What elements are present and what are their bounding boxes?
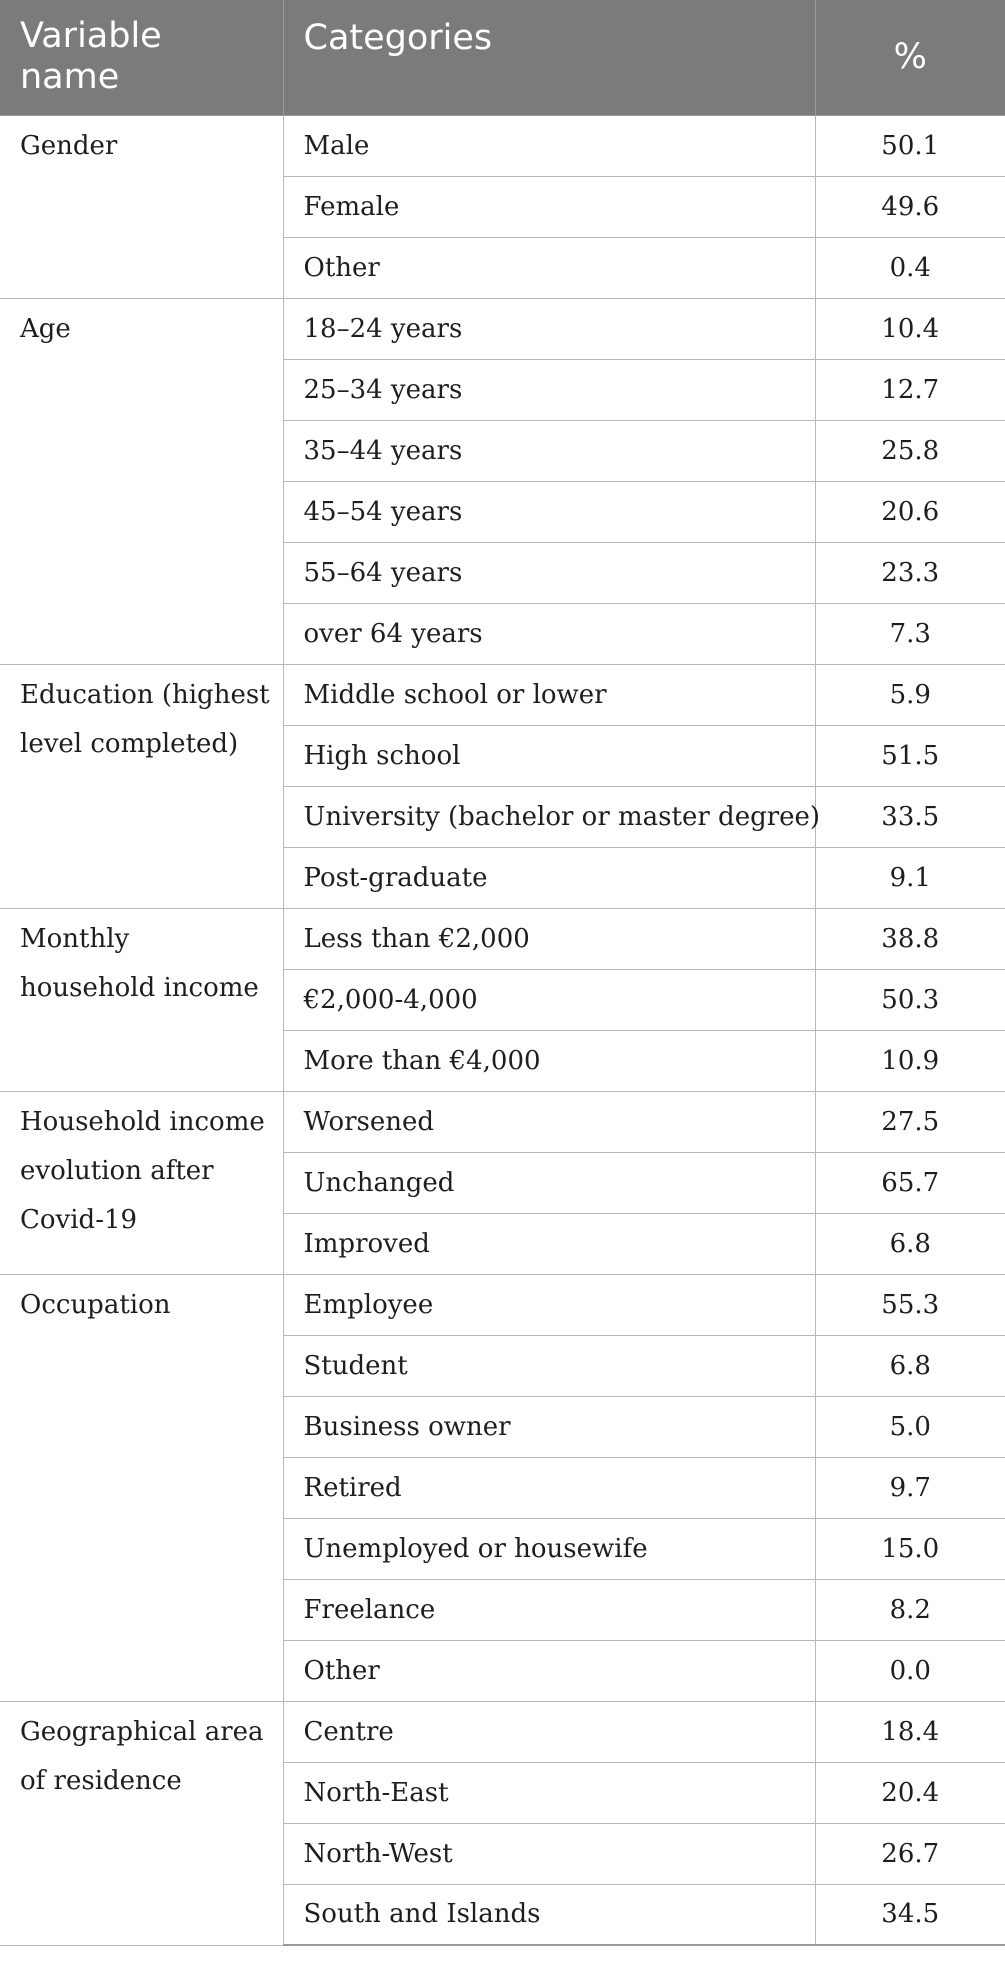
category-cell: over 64 years — [283, 603, 815, 664]
category-cell: Post-graduate — [283, 847, 815, 908]
category-cell: Improved — [283, 1213, 815, 1274]
category-cell: 45–54 years — [283, 481, 815, 542]
percent-cell: 9.1 — [815, 847, 1005, 908]
percent-cell: 50.3 — [815, 969, 1005, 1030]
category-cell: €2,000-4,000 — [283, 969, 815, 1030]
category-cell: High school — [283, 725, 815, 786]
category-cell: Centre — [283, 1701, 815, 1762]
category-cell: Female — [283, 176, 815, 237]
category-cell: Business owner — [283, 1396, 815, 1457]
category-cell: Worsened — [283, 1091, 815, 1152]
percent-cell: 5.9 — [815, 664, 1005, 725]
percent-cell: 50.1 — [815, 115, 1005, 176]
percent-cell: 6.8 — [815, 1335, 1005, 1396]
category-cell: 35–44 years — [283, 420, 815, 481]
category-cell: North-West — [283, 1823, 815, 1884]
variable-name-cell: Age — [0, 298, 283, 664]
category-cell: South and Islands — [283, 1884, 815, 1945]
percent-cell: 0.0 — [815, 1640, 1005, 1701]
percent-cell: 38.8 — [815, 908, 1005, 969]
percent-cell: 12.7 — [815, 359, 1005, 420]
percent-cell: 65.7 — [815, 1152, 1005, 1213]
table-header — [0, 0, 1005, 115]
percent-cell: 10.9 — [815, 1030, 1005, 1091]
category-cell: Unchanged — [283, 1152, 815, 1213]
table-row — [0, 908, 1005, 969]
variable-name-cell: Gender — [0, 115, 283, 298]
category-cell: University (bachelor or master degree) — [283, 786, 815, 847]
category-cell: 55–64 years — [283, 542, 815, 603]
percent-cell: 8.2 — [815, 1579, 1005, 1640]
category-cell: Middle school or lower — [283, 664, 815, 725]
category-cell: Freelance — [283, 1579, 815, 1640]
table-row — [0, 1701, 1005, 1762]
table-row — [0, 1091, 1005, 1152]
category-cell: North-East — [283, 1762, 815, 1823]
header-percent: % — [815, 0, 1005, 115]
table-row — [0, 298, 1005, 359]
percent-cell: 18.4 — [815, 1701, 1005, 1762]
variable-name-cell: Monthly household income — [0, 908, 283, 1091]
header-row — [0, 0, 1005, 115]
percent-cell: 9.7 — [815, 1457, 1005, 1518]
percent-cell: 23.3 — [815, 542, 1005, 603]
header-categories: Categories — [283, 0, 815, 115]
header-variable-name: Variable name — [0, 0, 283, 115]
table-body — [0, 115, 1005, 1945]
table-row — [0, 115, 1005, 176]
category-cell: Male — [283, 115, 815, 176]
variable-name-cell: Occupation — [0, 1274, 283, 1701]
category-cell: Other — [283, 1640, 815, 1701]
table-row — [0, 1274, 1005, 1335]
variable-name-cell: Geographical area of residence — [0, 1701, 283, 1945]
percent-cell: 26.7 — [815, 1823, 1005, 1884]
percent-cell: 33.5 — [815, 786, 1005, 847]
category-cell: Student — [283, 1335, 815, 1396]
percent-cell: 25.8 — [815, 420, 1005, 481]
percent-cell: 6.8 — [815, 1213, 1005, 1274]
percent-cell: 5.0 — [815, 1396, 1005, 1457]
category-cell: Retired — [283, 1457, 815, 1518]
variable-name-cell: Household income evolution after Covid-19 — [0, 1091, 283, 1274]
percent-cell: 10.4 — [815, 298, 1005, 359]
percent-cell: 20.4 — [815, 1762, 1005, 1823]
category-cell: More than €4,000 — [283, 1030, 815, 1091]
variable-name-cell: Education (highest level completed) — [0, 664, 283, 908]
percent-cell: 51.5 — [815, 725, 1005, 786]
percent-cell: 15.0 — [815, 1518, 1005, 1579]
table-row — [0, 664, 1005, 725]
category-cell: Employee — [283, 1274, 815, 1335]
percent-cell: 7.3 — [815, 603, 1005, 664]
percent-cell: 34.5 — [815, 1884, 1005, 1945]
percent-cell: 55.3 — [815, 1274, 1005, 1335]
percent-cell: 20.6 — [815, 481, 1005, 542]
percent-cell: 49.6 — [815, 176, 1005, 237]
percent-cell: 0.4 — [815, 237, 1005, 298]
category-cell: Unemployed or housewife — [283, 1518, 815, 1579]
percent-cell: 27.5 — [815, 1091, 1005, 1152]
category-cell: 25–34 years — [283, 359, 815, 420]
category-cell: Other — [283, 237, 815, 298]
category-cell: Less than €2,000 — [283, 908, 815, 969]
category-cell: 18–24 years — [283, 298, 815, 359]
